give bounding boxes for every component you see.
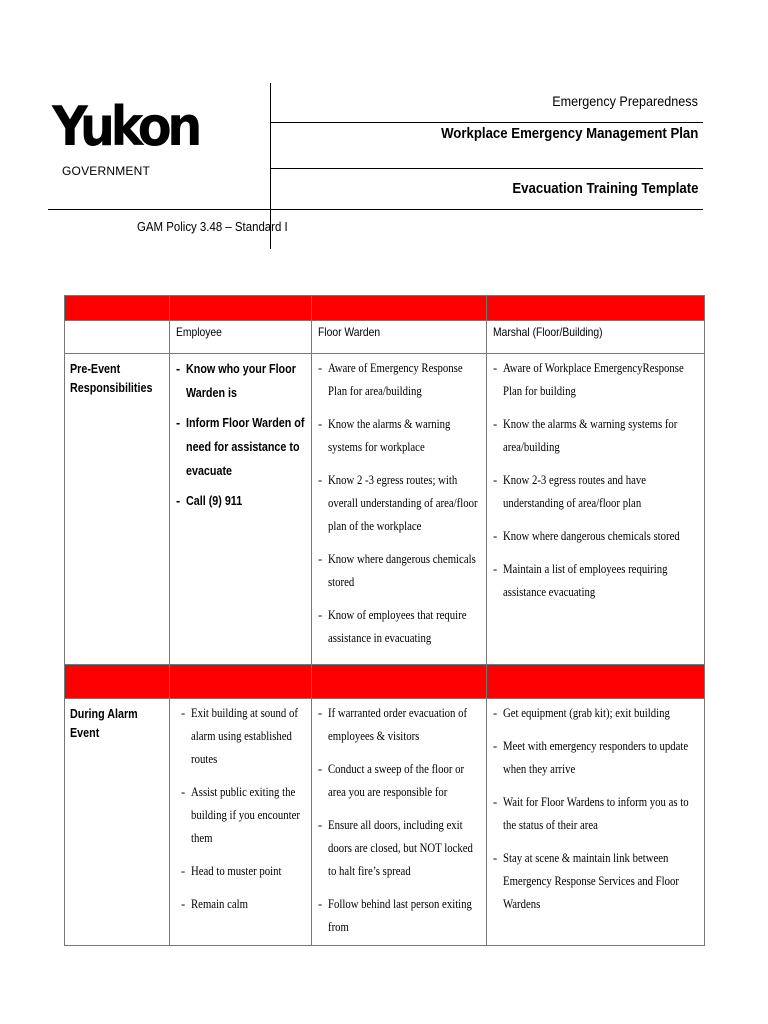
- list-item: - Ensure all doors, including exit doors are closed, but NOT locked to halt fire’s spread: [318, 818, 473, 878]
- list-item: - Conduct a sweep of the floor or area you are responsible for: [318, 762, 465, 799]
- list-item: - Know where dangerous chemicals stored: [318, 552, 476, 589]
- list-item: - Stay at scene & maintain link between Emergency Response Services and Floor Wardens: [493, 851, 679, 911]
- list-item: - Know who your Floor Warden is: [176, 362, 296, 400]
- section-bar-1: [65, 296, 705, 321]
- list-item: - Meet with emergency responders to update when they arrive: [493, 739, 689, 776]
- cell-marshal-during-alarm: [487, 699, 705, 946]
- header-cell-marshal: Marshal (Floor/Building): [487, 321, 705, 354]
- list-item: - Wait for Floor Wardens to inform you as to the status of their area: [493, 795, 689, 832]
- marshal-pre-event-list: [487, 354, 704, 618]
- header-cell-employee: Employee: [170, 321, 312, 354]
- list-item: - Assist public exiting the building if you encounter them: [181, 785, 300, 845]
- list-item: - Know 2-3 egress routes and have understanding of area/floor plan: [493, 473, 647, 510]
- list-item: - Know 2 -3 egress routes; with overall understanding of area/floor plan of the workplace: [318, 473, 478, 533]
- yukon-government-logo: [52, 95, 198, 178]
- list-item: - Remain calm: [181, 897, 249, 911]
- list-item: - Head to muster point: [181, 864, 282, 878]
- list-item: - Inform Floor Warden of need for assistance to evacuate: [176, 416, 305, 478]
- header-cell-blank: [65, 321, 170, 354]
- employee-during-alarm-list: [170, 699, 311, 930]
- employee-pre-event-list: [170, 354, 311, 523]
- policy-reference: GAM Policy 3.48 – Standard I: [137, 219, 288, 234]
- list-item: - Get equipment (grab kit); exit building: [493, 706, 670, 720]
- header-subtitle: Emergency Preparedness: [552, 93, 698, 109]
- header-divider-1: [270, 122, 703, 123]
- header-cell-floor-warden: Floor Warden: [312, 321, 487, 354]
- list-item: - Know of employees that require assistance in evacuating: [318, 608, 467, 645]
- list-item: - If warranted order evacuation of employees & visitors: [318, 706, 468, 743]
- header-template-name: Evacuation Training Template: [511, 180, 698, 197]
- header-divider-2: [270, 168, 703, 169]
- header-title: Workplace Emergency Management Plan: [440, 125, 698, 142]
- list-item: - Know where dangerous chemicals stored: [493, 529, 680, 543]
- header-divider-3: [48, 209, 703, 210]
- list-item: - Exit building at sound of alarm using established routes: [181, 706, 298, 766]
- list-item: - Maintain a list of employees requiring assistance evacuating: [493, 562, 668, 599]
- table-header-row: [65, 321, 705, 354]
- cell-employee-pre-event: [170, 354, 312, 665]
- cell-floor-warden-pre-event: [312, 354, 487, 665]
- list-item: - Follow behind last person exiting from: [318, 897, 472, 934]
- section-bar-2: [65, 665, 705, 699]
- list-item: - Call (9) 911: [176, 494, 243, 508]
- table-row-during-alarm: [65, 699, 705, 946]
- marshal-during-alarm-list: [487, 699, 704, 930]
- table-row-pre-event: [65, 354, 705, 665]
- logo-government-label: GOVERNMENT: [62, 164, 151, 178]
- row-label-pre-event: Pre-Event Responsibilities: [65, 354, 170, 665]
- logo-wordmark: Yukon: [52, 95, 198, 158]
- floor-warden-during-alarm-list: [312, 699, 486, 945]
- cell-employee-during-alarm: [170, 699, 312, 946]
- list-item: - Know the alarms & warning systems for workplace: [318, 417, 451, 454]
- row-label-during-alarm: During Alarm Event: [65, 699, 170, 946]
- cell-marshal-pre-event: [487, 354, 705, 665]
- evacuation-responsibilities-table: [64, 295, 705, 946]
- list-item: - Know the alarms & warning systems for area/building: [493, 417, 678, 454]
- list-item: - Aware of Emergency Response Plan for area/building: [318, 361, 463, 398]
- floor-warden-pre-event-list: [312, 354, 486, 664]
- list-item: - Aware of Workplace EmergencyResponse Plan for building: [493, 361, 684, 398]
- cell-floor-warden-during-alarm: [312, 699, 487, 946]
